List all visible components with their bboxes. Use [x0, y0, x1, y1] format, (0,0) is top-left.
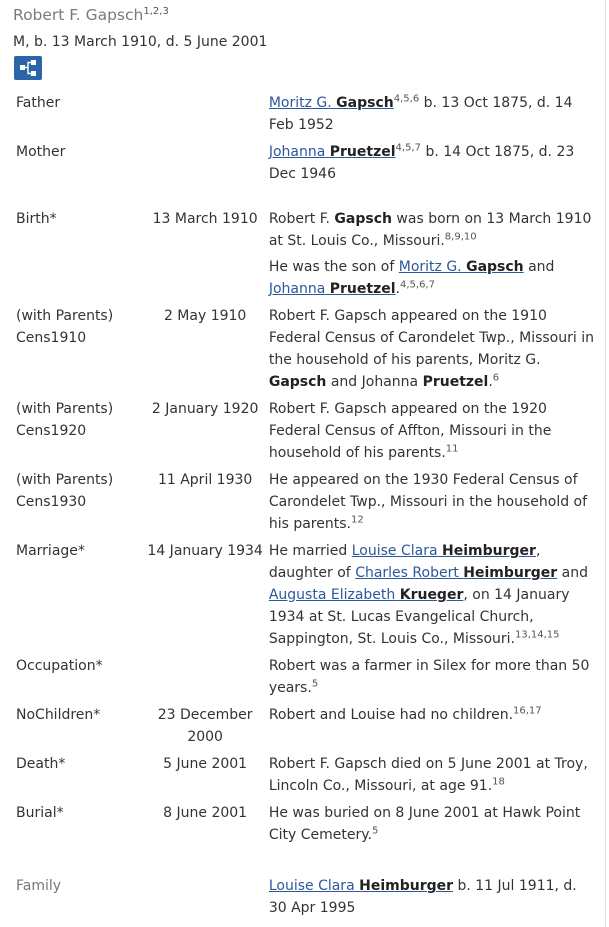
father-link[interactable]: Moritz G. Gapsch — [268, 95, 394, 111]
event-date: 23 December 2000 — [157, 707, 253, 745]
spacer — [10, 190, 596, 208]
event-citations[interactable]: 4,5,6,7 — [399, 279, 435, 291]
person-summary: M, b. 13 March 1910, d. 5 June 2001 — [13, 34, 268, 50]
mother-label: Mother — [16, 144, 66, 160]
event-citations[interactable]: 12 — [350, 514, 364, 526]
event-text: Robert F. Gapsch appeared on the 1920 Federal Census of Affton, Missouri in the household of his parents.$^{11}$ — [268, 401, 552, 461]
event-label: NoChildren* — [16, 707, 101, 723]
family-label: Family — [16, 878, 62, 894]
event-row-death — [10, 753, 596, 802]
event-text: Robert F. Gapsch was born on 13 March 1910 at St. Louis Co., Missouri.$^{8,9,10}$ He was the son of Moritz G. Gapsch and Johanna Pruetzel.$^{4,5,6,7}$ — [268, 211, 592, 297]
father-in-law-link[interactable]: Charles Robert Heimburger — [355, 565, 558, 581]
mother-link[interactable]: Johanna Pruetzel — [268, 281, 396, 297]
name-citations[interactable]: 1,2,3 — [143, 5, 169, 17]
event-row-nochildren — [10, 704, 596, 753]
event-row-cens1930 — [10, 469, 596, 540]
event-text: Robert F. Gapsch died on 5 June 2001 at Troy, Lincoln Co., Missouri, at age 91.18 — [268, 756, 588, 794]
event-citations[interactable]: 13,14,15 — [514, 629, 560, 641]
event-date: 2 January 1920 — [151, 401, 259, 417]
event-label: (with Parents) Cens1930 — [16, 472, 114, 510]
event-label: Birth* — [16, 211, 57, 227]
event-text: He married Louise Clara Heimburger, daughter of Charles Robert Heimburger and Augusta Elizabeth Krueger, on 14 January 1934 at St. Lucas Evangelical Church, Sappington, St. Louis Co., Missouri.$^{13,14,15}$ — [268, 543, 588, 647]
event-citations[interactable]: 5 — [311, 678, 319, 690]
person-name: Robert F. Gapsch — [13, 6, 144, 24]
event-citations[interactable]: 16,17 — [513, 705, 542, 717]
event-date: 14 January 1934 — [147, 543, 263, 559]
family-row — [10, 875, 596, 924]
event-row-cens1920 — [10, 398, 596, 469]
event-label: Death* — [16, 756, 66, 772]
event-date: 8 June 2001 — [163, 805, 248, 821]
event-citations[interactable]: 5 — [371, 825, 379, 837]
events-table — [10, 92, 596, 924]
event-label: (with Parents) Cens1920 — [16, 401, 114, 439]
spouse-link[interactable]: Louise Clara Heimburger — [351, 543, 536, 559]
mother-row — [10, 141, 596, 190]
event-row-occupation — [10, 655, 596, 704]
event-text: He appeared on the 1930 Federal Census of Carondelet Twp., Missouri in the household of his parents.$^{12}$ — [268, 472, 588, 532]
family-details: Louise Clara Heimburger b. 11 Jul 1911, d. 30 Apr 1995 — [268, 878, 577, 916]
event-row-marriage — [10, 540, 596, 655]
event-text: Robert F. Gapsch appeared on the 1910 Federal Census of Carondelet Twp., Missouri in the household of his parents, Moritz G. Gapsch and Johanna Pruetzel.$^6$ — [268, 308, 594, 390]
event-row-burial — [10, 802, 596, 851]
event-text: Robert was a farmer in Silex for more than 50 years.$^5$ — [268, 658, 590, 696]
event-label: Burial* — [16, 805, 64, 821]
page-title — [13, 6, 169, 24]
event-row-cens1910 — [10, 305, 596, 398]
event-row-birth — [10, 208, 596, 305]
event-label: Marriage* — [16, 543, 85, 559]
father-link[interactable]: Moritz G. Gapsch — [398, 259, 524, 275]
mother-citations[interactable]: 4,5,7 — [395, 142, 421, 154]
event-date: 13 March 1910 — [152, 211, 258, 227]
spouse-link[interactable]: Louise Clara Heimburger — [268, 878, 454, 894]
event-citations[interactable]: 11 — [445, 443, 459, 455]
family-chart-icon — [14, 56, 42, 80]
event-citations[interactable]: 18 — [492, 776, 505, 788]
family-chart-button[interactable] — [14, 56, 42, 80]
mother-details: Johanna Pruetzel$^{4,5,7}$ b. 14 Oct 1875, d. 23 Dec 1946 — [268, 142, 575, 182]
father-citations[interactable]: 4,5,6 — [393, 93, 420, 105]
event-date — [145, 655, 268, 704]
page-edge-divider — [605, 0, 606, 927]
event-label: (with Parents) Cens1910 — [16, 308, 114, 346]
event-date: 11 April 1930 — [157, 472, 253, 488]
spacer — [10, 851, 596, 875]
event-citations[interactable]: 8,9,10 — [444, 231, 477, 243]
father-row — [10, 92, 596, 141]
event-label: Occupation* — [16, 658, 103, 674]
mother-link[interactable]: Johanna Pruetzel — [268, 144, 396, 160]
event-date: 5 June 2001 — [163, 756, 248, 772]
father-label: Father — [16, 95, 61, 111]
mother-in-law-link[interactable]: Augusta Elizabeth Krueger — [268, 587, 464, 603]
father-details: Moritz G. Gapsch$^{4,5,6}$ b. 13 Oct 1875, d. 14 Feb 1952 — [268, 93, 573, 133]
event-text: Robert and Louise had no children.$^{16,17}$ — [268, 705, 542, 723]
event-text: He was buried on 8 June 2001 at Hawk Point City Cemetery.$^5$ — [268, 805, 581, 843]
event-citations[interactable]: 6 — [492, 372, 500, 384]
event-date: 2 May 1910 — [163, 308, 247, 324]
